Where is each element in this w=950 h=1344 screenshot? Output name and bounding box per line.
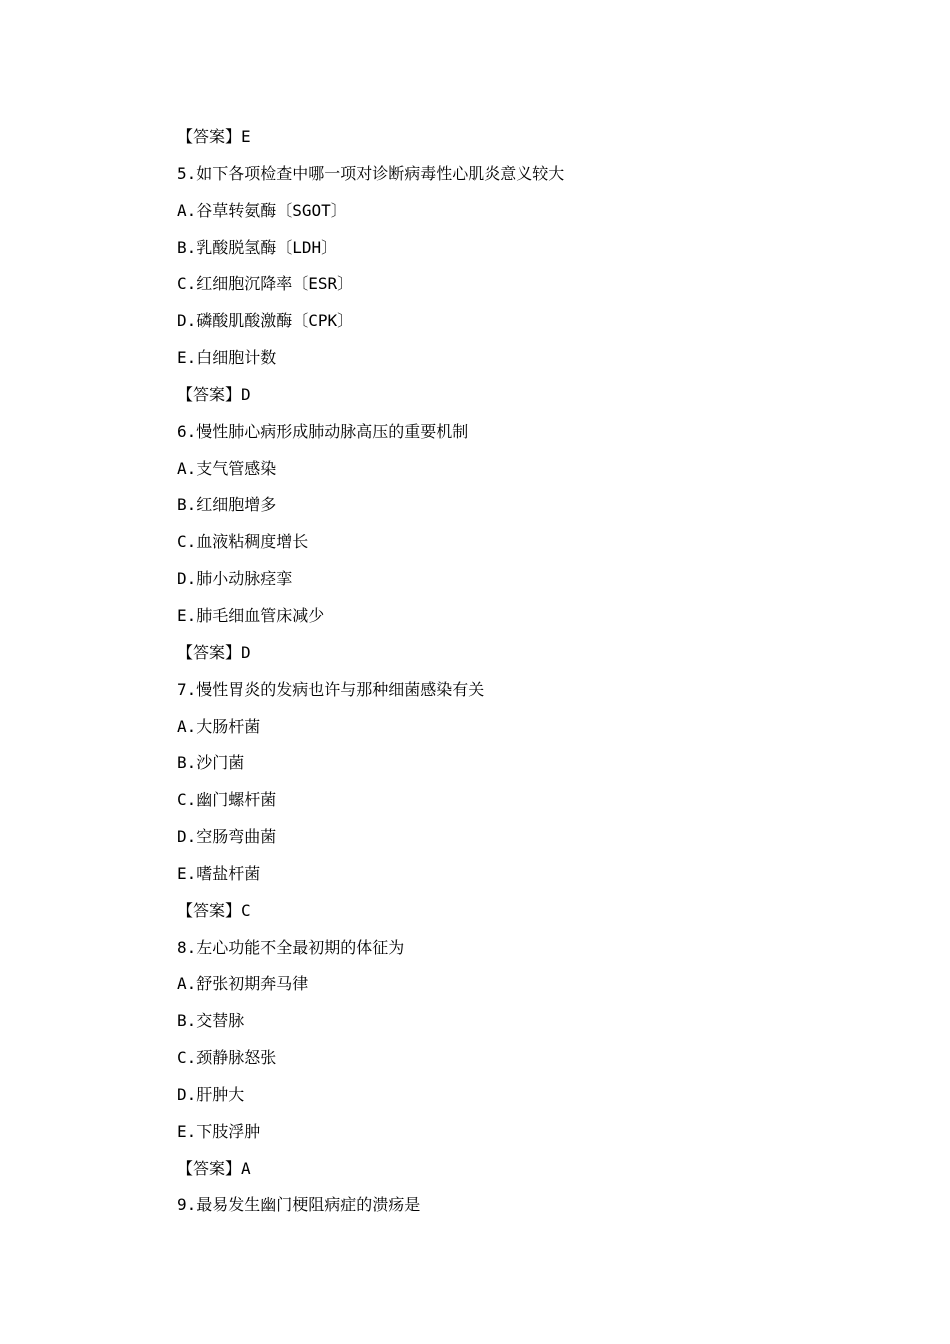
option-line: B.沙门菌 <box>177 753 245 773</box>
answer-line: 【答案】A <box>177 1158 251 1178</box>
option-line: E.下肢浮肿 <box>177 1121 261 1141</box>
answer-line: 【答案】D <box>177 384 251 404</box>
option-line: E.白细胞计数 <box>177 348 277 368</box>
option-line: C.幽门螺杆菌 <box>177 790 277 810</box>
document-body <box>177 124 877 1229</box>
answer-line: 【答案】E <box>177 127 251 146</box>
option-line: A.谷草转氨酶〔SGOT〕 <box>177 200 347 220</box>
question-line: 5.如下各项检查中哪一项对诊断病毒性心肌炎意义较大 <box>177 163 565 183</box>
option-line: E.嗜盐杆菌 <box>177 863 261 883</box>
option-line: C.红细胞沉降率〔ESR〕 <box>177 274 354 294</box>
question-line: 7.慢性胃炎的发病也许与那种细菌感染有关 <box>177 679 485 699</box>
option-line: D.肺小动脉痉挛 <box>177 569 293 589</box>
option-line: B.交替脉 <box>177 1011 245 1031</box>
option-line: D.空肠弯曲菌 <box>177 827 277 847</box>
answer-line: 【答案】C <box>177 900 251 920</box>
option-line: B.乳酸脱氢酶〔LDH〕 <box>177 237 338 257</box>
option-line: B.红细胞增多 <box>177 495 277 515</box>
option-line: C.血液粘稠度增长 <box>177 532 309 552</box>
option-line: D.磷酸肌酸激酶〔CPK〕 <box>177 311 354 331</box>
option-line: A.舒张初期奔马律 <box>177 974 309 994</box>
answer-line: 【答案】D <box>177 642 251 662</box>
option-line: A.大肠杆菌 <box>177 716 261 736</box>
option-line: C.颈静脉怒张 <box>177 1048 277 1068</box>
option-line: D.肝肿大 <box>177 1084 245 1104</box>
option-line: A.支气管感染 <box>177 458 277 478</box>
question-line: 6.慢性肺心病形成肺动脉高压的重要机制 <box>177 421 469 441</box>
question-line: 8.左心功能不全最初期的体征为 <box>177 937 405 957</box>
option-line: E.肺毛细血管床减少 <box>177 605 325 625</box>
question-line: 9.最易发生幽门梗阻病症的溃疡是 <box>177 1195 421 1215</box>
